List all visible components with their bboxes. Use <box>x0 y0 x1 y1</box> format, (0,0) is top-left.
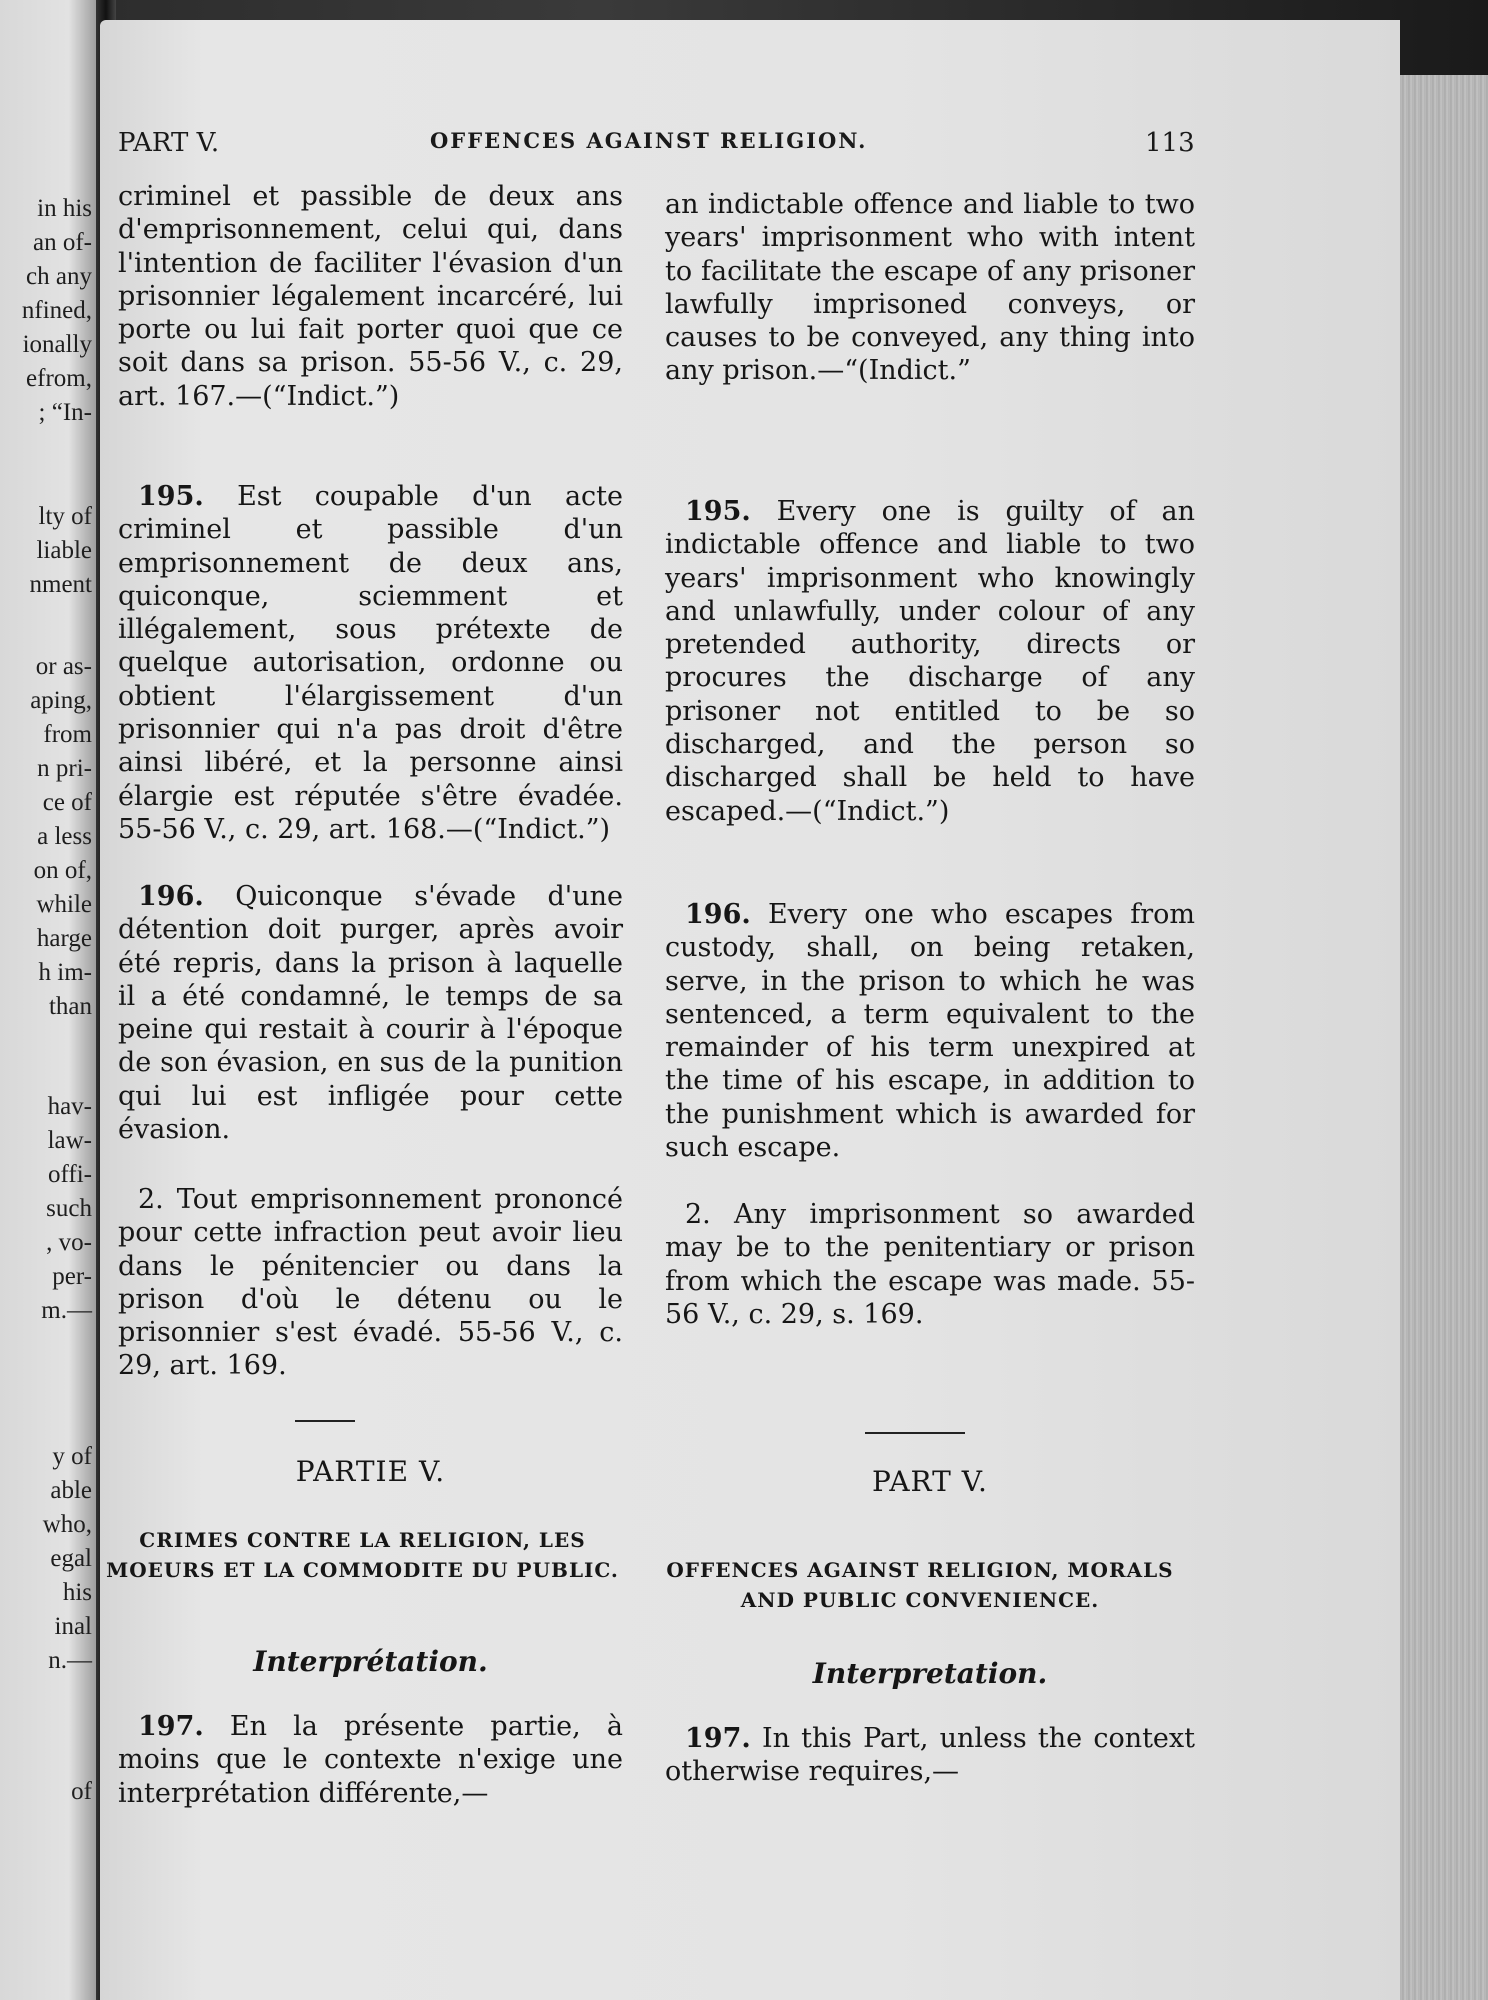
previous-page-fragment: offi- <box>48 1161 92 1188</box>
english-section-196-number: 196. <box>685 899 751 930</box>
french-section-195-number: 195. <box>138 481 204 512</box>
previous-page-fragment: egal <box>50 1545 92 1572</box>
previous-page-fragment: such <box>46 1195 92 1222</box>
previous-page-fragment: of <box>71 1778 92 1805</box>
french-section-196 <box>118 880 623 1146</box>
previous-page-fragment: , vo- <box>46 1229 92 1256</box>
french-part-title: PARTIE V. <box>295 1455 446 1488</box>
french-section-194-continued: criminel et passible de deux ans d'emprisonnement, celui qui, dans l'intention de faciliter l'évasion d'un prisonnier légalement incarcéré, lui porte ou lui fait porter quoi que ce soit dans sa prison. 55-56 V., c. 29, art. 167.—(“Indict.”) <box>118 181 623 412</box>
previous-page-fragment: an of- <box>33 229 92 256</box>
english-part-divider <box>865 1432 965 1434</box>
previous-page-fragment: ionally <box>22 331 92 358</box>
previous-page-fragment: law- <box>47 1127 92 1154</box>
english-section-195-text: Every one is guilty of an indictable offence and liable to two years' imprisonment who knowingly and unlawfully, under colour of any pretended authority, directs or procures the discharge of any prisoner not entitled to be so discharged, and the person so discharged shall be held to have escaped.—(“Indict.”) <box>665 496 1195 827</box>
previous-page-fragment: than <box>48 993 92 1020</box>
page-edges <box>1395 75 1488 2000</box>
running-header-part: PART V. <box>118 128 220 158</box>
english-section-197-text: In this Part, unless the context otherwise requires,— <box>665 1723 1195 1788</box>
french-section-197-text: En la présente partie, à moins que le contexte n'exige une interprétation différente,— <box>118 1711 623 1809</box>
previous-page-fragment: aping, <box>30 687 92 714</box>
previous-page-fragment: while <box>36 891 92 918</box>
previous-page-fragment: in his <box>37 195 92 222</box>
previous-page-fragment: hav- <box>47 1093 92 1120</box>
previous-page-edge <box>0 0 98 2000</box>
previous-page-fragment: ; “In- <box>38 399 92 426</box>
previous-page-fragment: per- <box>52 1263 92 1290</box>
french-section-195 <box>118 480 623 846</box>
english-part-title: PART V. <box>872 1465 988 1498</box>
english-part-subtitle: OFFENCES AGAINST RELIGION, MORALS AND PUBLIC CONVENIENCE. <box>666 1558 1174 1612</box>
french-section-196-number: 196. <box>138 881 204 912</box>
english-section-197-number: 197. <box>685 1723 751 1754</box>
previous-page-fragment: lty of <box>38 503 92 530</box>
previous-page-fragment: m.— <box>41 1297 92 1324</box>
previous-page-fragment: nfined, <box>21 297 92 324</box>
french-section-196-subsection-2: 2. Tout emprisonnement prononcé pour cette infraction peut avoir lieu dans le pénitencier ou dans la prison d'où le détenu ou le prisonnier s'est évadé. 55-56 V., c. 29, art. 169. <box>118 1184 623 1382</box>
english-section-196 <box>665 898 1195 1164</box>
english-section-195 <box>665 495 1195 828</box>
previous-page-fragment: nment <box>29 571 92 598</box>
previous-page-fragment: n.— <box>48 1647 92 1674</box>
page-number: 113 <box>1145 128 1195 158</box>
english-section-196-text: Every one who escapes from custody, shall, on being retaken, serve, in the prison to which he was sentenced, a term equivalent to the remainder of his term unexpired at the time of his escape, in addition to the punishment which is awarded for such escape. <box>665 899 1195 1164</box>
previous-page-fragment: able <box>50 1477 92 1504</box>
previous-page-fragment: his <box>62 1579 92 1606</box>
running-header-title: OFFENCES AGAINST RELIGION. <box>430 128 868 153</box>
previous-page-fragment: inal <box>54 1613 92 1640</box>
french-section-197 <box>118 1710 623 1810</box>
french-part-divider <box>295 1420 355 1422</box>
french-part-subtitle: CRIMES CONTRE LA RELIGION, LES MOEURS ET LA COMMODITE DU PUBLIC. <box>106 1528 619 1582</box>
previous-page-fragment: or as- <box>35 653 92 680</box>
previous-page-fragment: who, <box>42 1511 92 1538</box>
english-interpretation-heading: Interpretation. <box>812 1657 1048 1690</box>
previous-page-fragment: n pri- <box>37 755 92 782</box>
previous-page-fragment: h im- <box>38 959 92 986</box>
previous-page-fragment: on of, <box>33 857 92 884</box>
english-section-194-continued: an indictable offence and liable to two years' imprisonment who with intent to facilitate the escape of any prisoner lawfully imprisoned conveys, or causes to be conveyed, any thing into any prison.—“(Indict.” <box>665 189 1195 387</box>
previous-page-fragment: a less <box>37 823 92 850</box>
previous-page-fragment: ce of <box>42 789 92 816</box>
previous-page-fragment: efrom, <box>26 365 92 392</box>
previous-page-fragment: from <box>43 721 92 748</box>
english-section-195-number: 195. <box>685 496 751 527</box>
previous-page-fragment: y of <box>52 1443 92 1470</box>
french-interpretation-heading: Interprétation. <box>253 1645 488 1678</box>
english-section-197 <box>665 1722 1195 1789</box>
french-section-197-number: 197. <box>138 1711 204 1742</box>
french-section-195-text: Est coupable d'un acte criminel et passible d'un emprisonnement de deux ans, quiconque, sciemment et illégalement, sous prétexte de quelque autorisation, ordonne ou obtient l'élargissement d'un prisonnier qui n'a pas droit d'être ainsi libéré, et la personne ainsi élargie est réputée s'être évadée. 55-56 V., c. 29, art. 168.—(“Indict.”) <box>118 481 623 845</box>
previous-page-fragment: liable <box>36 537 92 564</box>
french-section-196-text: Quiconque s'évade d'une détention doit purger, après avoir été repris, dans la prison à laquelle il a été condamné, le temps de sa peine qui restait à courir à l'époque de son évasion, en sus de la punition qui lui est infligée pour cette évasion. <box>118 881 623 1146</box>
english-section-196-subsection-2: 2. Any imprisonment so awarded may be to the penitentiary or prison from which the escape was made. 55-56 V., c. 29, s. 169. <box>665 1199 1195 1330</box>
previous-page-fragment: ch any <box>26 263 92 290</box>
previous-page-fragment: harge <box>36 925 92 952</box>
